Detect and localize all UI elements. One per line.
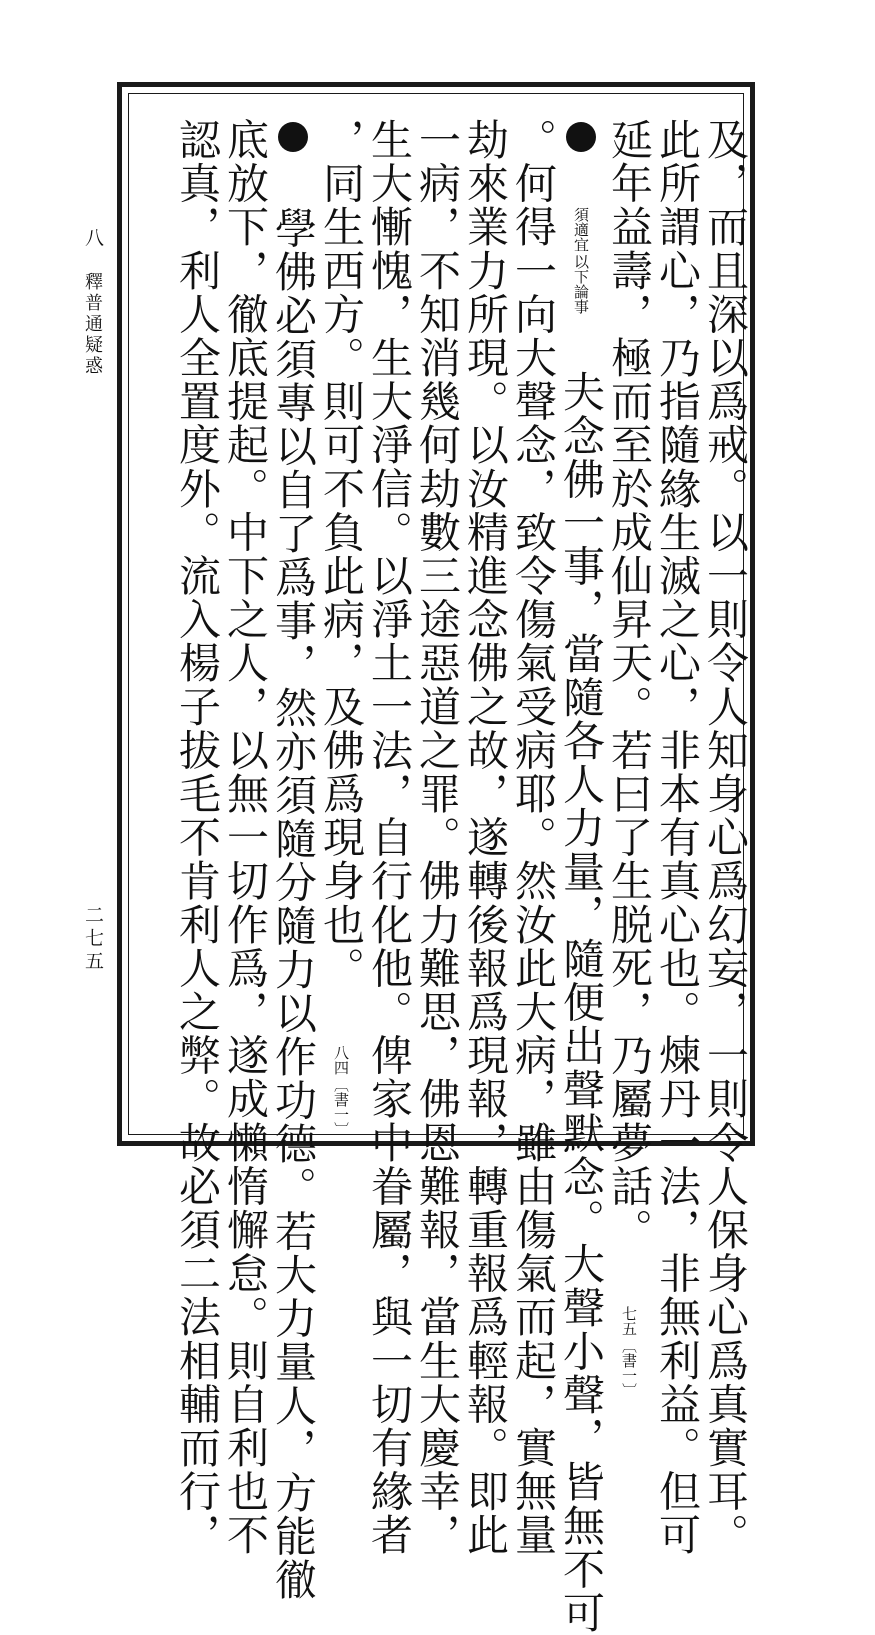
text-column-5: 。何得一向大聲念，致令傷氣受病耶。然汝此大病，雖由傷氣而起，實無量 bbox=[509, 118, 558, 1557]
source-note bbox=[333, 1045, 348, 1137]
text-column-11: 底放下，徹底提起。中下之人，以無一切作爲，遂成懶惰懈怠。則自利也不 bbox=[221, 118, 270, 1557]
text-column-7: 一病，不知消幾何劫數三途惡道之罪。佛力難思，佛恩難報，當生大慶幸， bbox=[413, 118, 462, 1557]
page-number: 二七五 bbox=[82, 905, 104, 974]
text-column-2: 此所謂心，乃指隨緣生滅之心，非本有真心也。煉丹一法，非無利益。但可 bbox=[653, 118, 702, 1557]
page-marker: 八 bbox=[82, 228, 104, 251]
text-column-3 bbox=[605, 118, 654, 1399]
source-note-page: 七五 bbox=[620, 1306, 638, 1337]
text-column-3-body: 延年益壽，極而至於成仙昇天。若曰了生脱死，乃屬夢話。 bbox=[605, 118, 654, 1252]
source-note-book: ︹書一︺ bbox=[332, 1076, 350, 1137]
text-column-12: 認真，利人全置度外。流入楊子拔毛不肯利人之弊。故必須二法相輔而行， bbox=[173, 118, 222, 1557]
source-note-page: 八四 bbox=[332, 1044, 350, 1075]
text-column-9 bbox=[317, 118, 366, 1137]
text-column-4-body: 夫念佛一事，當隨各人力量，隨便出聲默念。大聲小聲，皆無不可 bbox=[557, 370, 606, 1635]
text-column-10-body: 學佛必須專以自了爲事，然亦須隨分隨力以作功德。若大力量人，方能徹 bbox=[269, 206, 318, 1602]
text-column-6: 劫來業力所現。以汝精進念佛之故，遂轉後報爲現報，轉重報爲輕報。即此 bbox=[461, 118, 510, 1557]
text-column-10 bbox=[269, 118, 318, 1602]
source-note-book: ︹書一︺ bbox=[620, 1338, 638, 1399]
text-column-4 bbox=[557, 118, 606, 1635]
text-column-1: 及，而且深以爲戒。以一則令人知身心爲幻妄，一則令人保身心爲真實耳。 bbox=[701, 118, 750, 1557]
bullet-icon bbox=[278, 122, 308, 152]
section-heading-note bbox=[573, 207, 588, 314]
text-column-9-body: ，同生西方。則可不負此病，及佛爲現身也。 bbox=[317, 118, 366, 990]
source-note bbox=[621, 1306, 636, 1398]
section-heading-line-1: 以下論事 bbox=[572, 253, 590, 314]
text-column-8: 生大慚愧，生大淨信。以淨土一法，自行化他。俾家中眷屬，與一切有緣者 bbox=[365, 118, 414, 1557]
section-heading-line-2: 須適宜 bbox=[572, 206, 590, 252]
book-title: 釋普通疑惑 bbox=[82, 272, 103, 377]
bullet-icon bbox=[566, 122, 596, 152]
